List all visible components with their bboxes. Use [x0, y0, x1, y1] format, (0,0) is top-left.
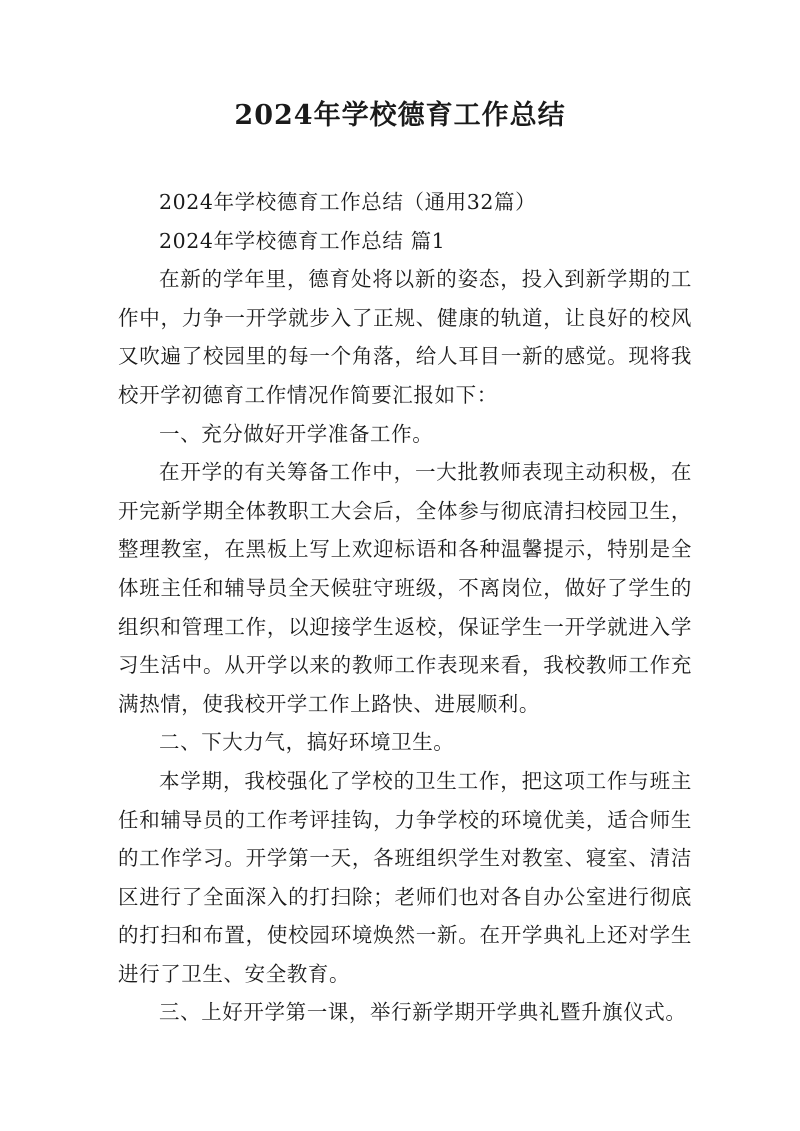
body-paragraph-1: 在开学的有关筹备工作中，一大批教师表现主动积极，在开完新学期全体教职工大会后，全体参与彻底清扫校园卫生，整理教室，在黑板上写上欢迎标语和各种温馨提示，特别是全体班主任和辅导员全天候驻守班级，不离岗位，做好了学生的组织和管理工作，以迎接学生返校，保证学生一开学就进入学习生活中。从开学以来的教师工作表现来看，我校教师工作充满热情，使我校开学工作上路快、进展顺利。	[118, 460, 692, 716]
section-heading-3: 三、上好开学第一课，举行新学期开学典礼暨升旗仪式。	[159, 1000, 687, 1025]
subtitle-paragraph: 2024年学校德育工作总结（通用32篇）	[159, 190, 537, 214]
document-body	[118, 183, 692, 1032]
section-label-paragraph: 2024年学校德育工作总结 篇1	[159, 228, 446, 253]
intro-paragraph: 在新的学年里，德育处将以新的姿态，投入到新学期的工作中，力争一开学就步入了正规、健康的轨道，让良好的校风又吹遍了校园里的每一个角落，给人耳目一新的感觉。现将我校开学初德育工作情况作简要汇报如下：	[118, 267, 692, 407]
body-paragraph-2: 本学期，我校强化了学校的卫生工作，把这项工作与班主任和辅导员的工作考评挂钩，力争学校的环境优美，适合师生的工作学习。开学第一天，各班组织学生对教室、寝室、清洁区进行了全面深入的打扫除；老师们也对各自办公室进行彻底的打扫和布置，使校园环境焕然一新。在开学典礼上还对学生进行了卫生、安全教育。	[118, 768, 692, 986]
section-heading-1: 一、充分做好开学准备工作。	[159, 421, 434, 446]
section-heading-2: 二、下大力气，搞好环境卫生。	[159, 730, 455, 755]
document-title: 2024年学校德育工作总结	[234, 100, 566, 131]
